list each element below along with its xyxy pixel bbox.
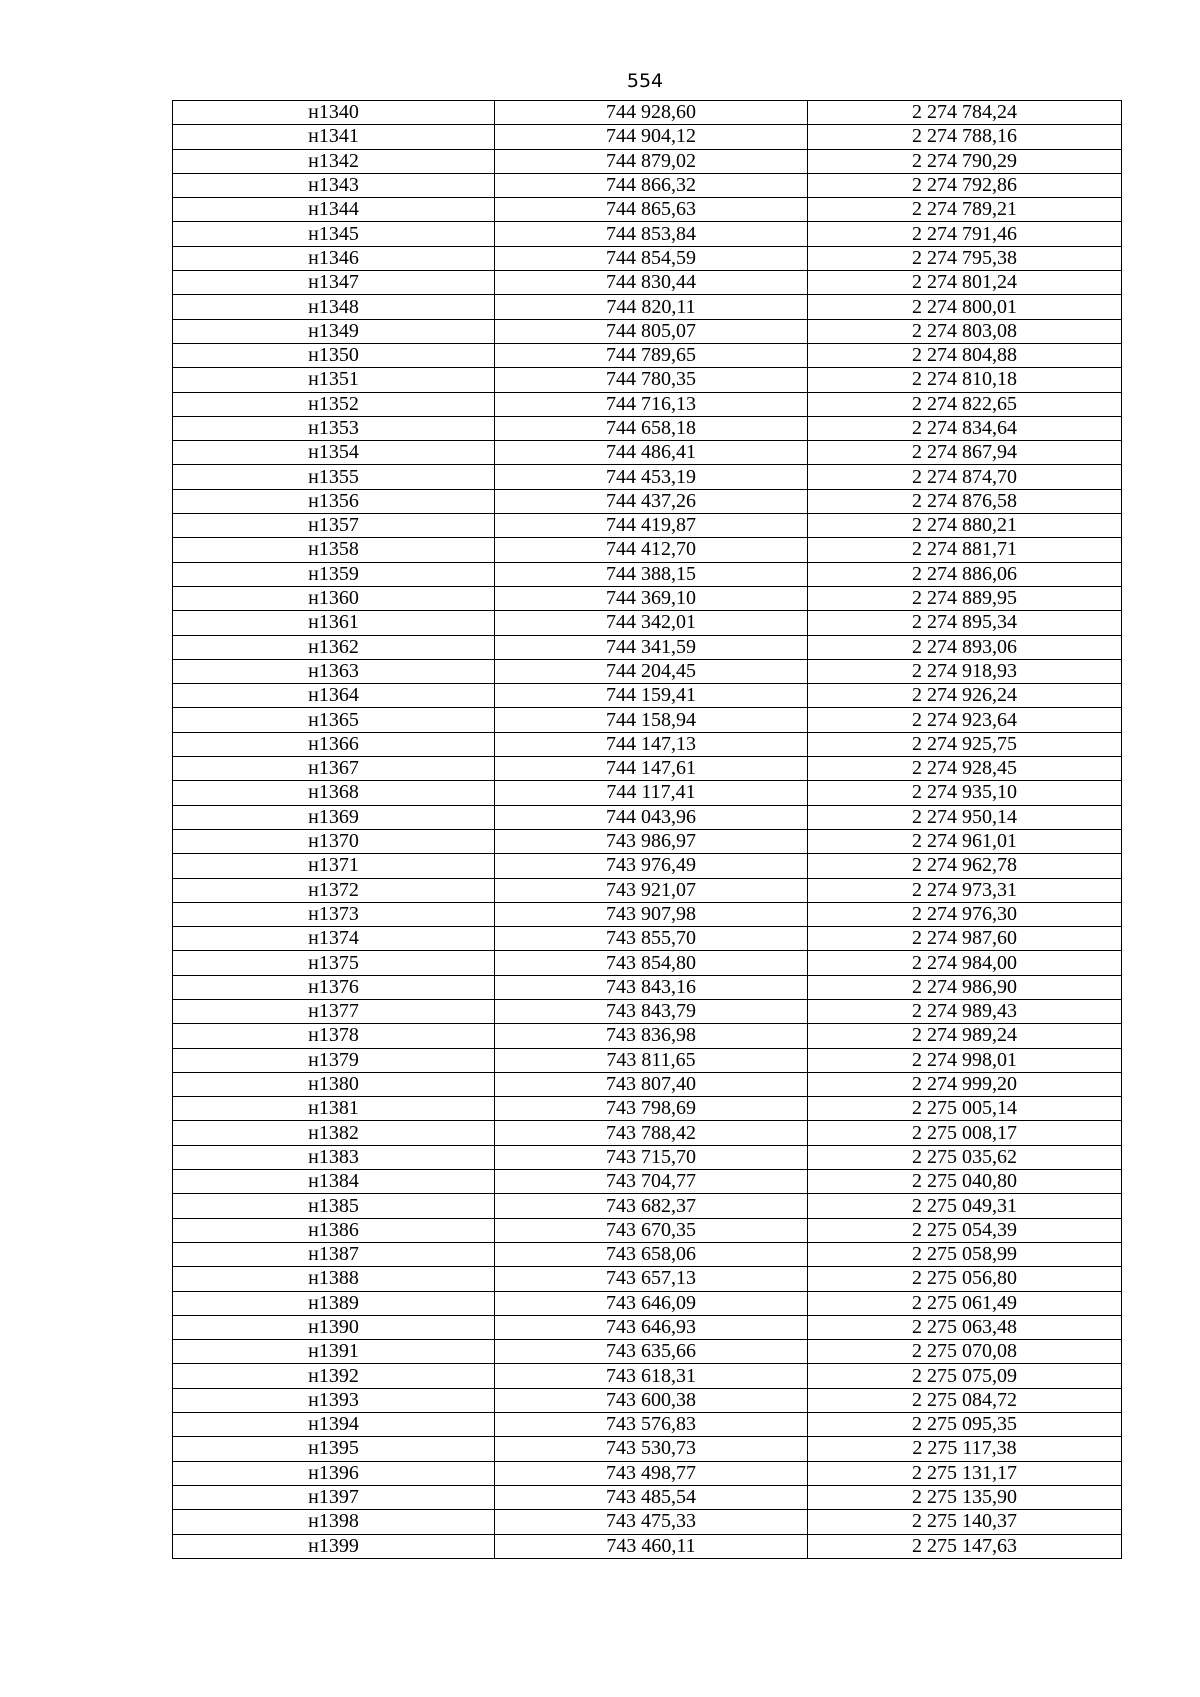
y-coordinate-cell: 2 274 791,46 xyxy=(808,222,1122,246)
table-row xyxy=(173,1437,1122,1461)
x-coordinate-cell: 744 854,59 xyxy=(495,246,808,270)
x-coordinate-cell: 743 921,07 xyxy=(495,878,808,902)
table-row xyxy=(173,902,1122,926)
point-id-cell: н1354 xyxy=(173,441,495,465)
y-coordinate-cell: 2 275 084,72 xyxy=(808,1388,1122,1412)
x-coordinate-cell: 744 879,02 xyxy=(495,149,808,173)
table-row xyxy=(173,684,1122,708)
point-id-cell: н1386 xyxy=(173,1218,495,1242)
y-coordinate-cell: 2 274 803,08 xyxy=(808,319,1122,343)
table-row xyxy=(173,319,1122,343)
table-row xyxy=(173,659,1122,683)
y-coordinate-cell: 2 274 895,34 xyxy=(808,611,1122,635)
point-id-cell: н1382 xyxy=(173,1121,495,1145)
table-row xyxy=(173,1072,1122,1096)
table-row xyxy=(173,271,1122,295)
table-row xyxy=(173,1534,1122,1558)
point-id-cell: н1352 xyxy=(173,392,495,416)
y-coordinate-cell: 2 274 923,64 xyxy=(808,708,1122,732)
coordinates-table-body xyxy=(173,101,1122,1559)
point-id-cell: н1379 xyxy=(173,1048,495,1072)
x-coordinate-cell: 744 453,19 xyxy=(495,465,808,489)
x-coordinate-cell: 744 412,70 xyxy=(495,538,808,562)
point-id-cell: н1346 xyxy=(173,246,495,270)
point-id-cell: н1343 xyxy=(173,173,495,197)
x-coordinate-cell: 743 618,31 xyxy=(495,1364,808,1388)
y-coordinate-cell: 2 274 999,20 xyxy=(808,1072,1122,1096)
point-id-cell: н1373 xyxy=(173,902,495,926)
y-coordinate-cell: 2 274 801,24 xyxy=(808,271,1122,295)
y-coordinate-cell: 2 274 886,06 xyxy=(808,562,1122,586)
table-row xyxy=(173,1024,1122,1048)
y-coordinate-cell: 2 274 950,14 xyxy=(808,805,1122,829)
point-id-cell: н1397 xyxy=(173,1485,495,1509)
y-coordinate-cell: 2 274 880,21 xyxy=(808,514,1122,538)
x-coordinate-cell: 744 789,65 xyxy=(495,343,808,367)
y-coordinate-cell: 2 274 810,18 xyxy=(808,368,1122,392)
point-id-cell: н1388 xyxy=(173,1267,495,1291)
table-row xyxy=(173,1461,1122,1485)
point-id-cell: н1363 xyxy=(173,659,495,683)
point-id-cell: н1372 xyxy=(173,878,495,902)
x-coordinate-cell: 743 855,70 xyxy=(495,927,808,951)
point-id-cell: н1376 xyxy=(173,975,495,999)
y-coordinate-cell: 2 275 140,37 xyxy=(808,1510,1122,1534)
point-id-cell: н1377 xyxy=(173,999,495,1023)
point-id-cell: н1357 xyxy=(173,514,495,538)
point-id-cell: н1353 xyxy=(173,416,495,440)
y-coordinate-cell: 2 274 926,24 xyxy=(808,684,1122,708)
x-coordinate-cell: 744 805,07 xyxy=(495,319,808,343)
y-coordinate-cell: 2 275 058,99 xyxy=(808,1242,1122,1266)
point-id-cell: н1392 xyxy=(173,1364,495,1388)
y-coordinate-cell: 2 274 804,88 xyxy=(808,343,1122,367)
point-id-cell: н1381 xyxy=(173,1097,495,1121)
table-row xyxy=(173,416,1122,440)
y-coordinate-cell: 2 274 893,06 xyxy=(808,635,1122,659)
table-row xyxy=(173,392,1122,416)
x-coordinate-cell: 744 147,13 xyxy=(495,732,808,756)
table-row xyxy=(173,1097,1122,1121)
table-row xyxy=(173,1218,1122,1242)
point-id-cell: н1370 xyxy=(173,829,495,853)
y-coordinate-cell: 2 274 788,16 xyxy=(808,125,1122,149)
y-coordinate-cell: 2 274 925,75 xyxy=(808,732,1122,756)
table-row xyxy=(173,1510,1122,1534)
x-coordinate-cell: 744 853,84 xyxy=(495,222,808,246)
x-coordinate-cell: 744 117,41 xyxy=(495,781,808,805)
y-coordinate-cell: 2 275 056,80 xyxy=(808,1267,1122,1291)
table-row xyxy=(173,1413,1122,1437)
point-id-cell: н1374 xyxy=(173,927,495,951)
table-row xyxy=(173,173,1122,197)
x-coordinate-cell: 744 147,61 xyxy=(495,757,808,781)
y-coordinate-cell: 2 275 095,35 xyxy=(808,1413,1122,1437)
y-coordinate-cell: 2 274 986,90 xyxy=(808,975,1122,999)
table-row xyxy=(173,1267,1122,1291)
y-coordinate-cell: 2 275 117,38 xyxy=(808,1437,1122,1461)
table-row xyxy=(173,757,1122,781)
table-row xyxy=(173,1242,1122,1266)
x-coordinate-cell: 744 341,59 xyxy=(495,635,808,659)
x-coordinate-cell: 743 460,11 xyxy=(495,1534,808,1558)
point-id-cell: н1360 xyxy=(173,586,495,610)
point-id-cell: н1342 xyxy=(173,149,495,173)
table-row xyxy=(173,732,1122,756)
y-coordinate-cell: 2 274 989,43 xyxy=(808,999,1122,1023)
y-coordinate-cell: 2 274 784,24 xyxy=(808,101,1122,125)
x-coordinate-cell: 743 600,38 xyxy=(495,1388,808,1412)
point-id-cell: н1384 xyxy=(173,1170,495,1194)
table-row xyxy=(173,1194,1122,1218)
x-coordinate-cell: 743 788,42 xyxy=(495,1121,808,1145)
table-row xyxy=(173,999,1122,1023)
point-id-cell: н1399 xyxy=(173,1534,495,1558)
y-coordinate-cell: 2 275 147,63 xyxy=(808,1534,1122,1558)
x-coordinate-cell: 743 646,93 xyxy=(495,1315,808,1339)
table-row xyxy=(173,781,1122,805)
table-row xyxy=(173,586,1122,610)
y-coordinate-cell: 2 274 867,94 xyxy=(808,441,1122,465)
page-number: 554 xyxy=(626,70,664,92)
x-coordinate-cell: 744 486,41 xyxy=(495,441,808,465)
x-coordinate-cell: 743 635,66 xyxy=(495,1340,808,1364)
point-id-cell: н1396 xyxy=(173,1461,495,1485)
point-id-cell: н1351 xyxy=(173,368,495,392)
y-coordinate-cell: 2 275 135,90 xyxy=(808,1485,1122,1509)
table-row xyxy=(173,538,1122,562)
table-row xyxy=(173,222,1122,246)
point-id-cell: н1383 xyxy=(173,1145,495,1169)
point-id-cell: н1347 xyxy=(173,271,495,295)
y-coordinate-cell: 2 274 998,01 xyxy=(808,1048,1122,1072)
x-coordinate-cell: 744 043,96 xyxy=(495,805,808,829)
x-coordinate-cell: 744 904,12 xyxy=(495,125,808,149)
table-row xyxy=(173,927,1122,951)
y-coordinate-cell: 2 275 005,14 xyxy=(808,1097,1122,1121)
x-coordinate-cell: 743 807,40 xyxy=(495,1072,808,1096)
x-coordinate-cell: 744 342,01 xyxy=(495,611,808,635)
point-id-cell: н1349 xyxy=(173,319,495,343)
point-id-cell: н1371 xyxy=(173,854,495,878)
point-id-cell: н1394 xyxy=(173,1413,495,1437)
table-row xyxy=(173,149,1122,173)
point-id-cell: н1361 xyxy=(173,611,495,635)
x-coordinate-cell: 744 865,63 xyxy=(495,198,808,222)
table-row xyxy=(173,1048,1122,1072)
point-id-cell: н1367 xyxy=(173,757,495,781)
table-row xyxy=(173,1291,1122,1315)
point-id-cell: н1398 xyxy=(173,1510,495,1534)
x-coordinate-cell: 744 159,41 xyxy=(495,684,808,708)
point-id-cell: н1340 xyxy=(173,101,495,125)
table-row xyxy=(173,1121,1122,1145)
y-coordinate-cell: 2 274 973,31 xyxy=(808,878,1122,902)
x-coordinate-cell: 743 530,73 xyxy=(495,1437,808,1461)
x-coordinate-cell: 743 976,49 xyxy=(495,854,808,878)
x-coordinate-cell: 743 986,97 xyxy=(495,829,808,853)
point-id-cell: н1375 xyxy=(173,951,495,975)
table-row xyxy=(173,805,1122,829)
x-coordinate-cell: 744 437,26 xyxy=(495,489,808,513)
x-coordinate-cell: 743 811,65 xyxy=(495,1048,808,1072)
table-row xyxy=(173,198,1122,222)
x-coordinate-cell: 743 670,35 xyxy=(495,1218,808,1242)
point-id-cell: н1391 xyxy=(173,1340,495,1364)
point-id-cell: н1362 xyxy=(173,635,495,659)
y-coordinate-cell: 2 274 928,45 xyxy=(808,757,1122,781)
table-row xyxy=(173,125,1122,149)
y-coordinate-cell: 2 274 989,24 xyxy=(808,1024,1122,1048)
table-row xyxy=(173,878,1122,902)
point-id-cell: н1359 xyxy=(173,562,495,586)
x-coordinate-cell: 743 854,80 xyxy=(495,951,808,975)
table-row xyxy=(173,951,1122,975)
table-row xyxy=(173,368,1122,392)
table-row xyxy=(173,562,1122,586)
y-coordinate-cell: 2 274 961,01 xyxy=(808,829,1122,853)
point-id-cell: н1364 xyxy=(173,684,495,708)
y-coordinate-cell: 2 274 800,01 xyxy=(808,295,1122,319)
table-row xyxy=(173,295,1122,319)
point-id-cell: н1369 xyxy=(173,805,495,829)
point-id-cell: н1341 xyxy=(173,125,495,149)
x-coordinate-cell: 744 158,94 xyxy=(495,708,808,732)
x-coordinate-cell: 743 798,69 xyxy=(495,1097,808,1121)
x-coordinate-cell: 743 715,70 xyxy=(495,1145,808,1169)
x-coordinate-cell: 743 907,98 xyxy=(495,902,808,926)
x-coordinate-cell: 744 820,11 xyxy=(495,295,808,319)
x-coordinate-cell: 744 830,44 xyxy=(495,271,808,295)
point-id-cell: н1366 xyxy=(173,732,495,756)
point-id-cell: н1365 xyxy=(173,708,495,732)
y-coordinate-cell: 2 274 795,38 xyxy=(808,246,1122,270)
table-row xyxy=(173,441,1122,465)
table-row xyxy=(173,635,1122,659)
x-coordinate-cell: 744 866,32 xyxy=(495,173,808,197)
x-coordinate-cell: 744 716,13 xyxy=(495,392,808,416)
y-coordinate-cell: 2 275 008,17 xyxy=(808,1121,1122,1145)
point-id-cell: н1389 xyxy=(173,1291,495,1315)
x-coordinate-cell: 744 388,15 xyxy=(495,562,808,586)
coordinates-table xyxy=(172,100,1122,1559)
x-coordinate-cell: 744 658,18 xyxy=(495,416,808,440)
table-row xyxy=(173,1340,1122,1364)
x-coordinate-cell: 743 475,33 xyxy=(495,1510,808,1534)
table-row xyxy=(173,246,1122,270)
point-id-cell: н1345 xyxy=(173,222,495,246)
y-coordinate-cell: 2 274 984,00 xyxy=(808,951,1122,975)
point-id-cell: н1358 xyxy=(173,538,495,562)
point-id-cell: н1385 xyxy=(173,1194,495,1218)
table-row xyxy=(173,611,1122,635)
x-coordinate-cell: 744 780,35 xyxy=(495,368,808,392)
y-coordinate-cell: 2 274 976,30 xyxy=(808,902,1122,926)
y-coordinate-cell: 2 274 987,60 xyxy=(808,927,1122,951)
y-coordinate-cell: 2 275 061,49 xyxy=(808,1291,1122,1315)
x-coordinate-cell: 743 836,98 xyxy=(495,1024,808,1048)
table-row xyxy=(173,1388,1122,1412)
table-row xyxy=(173,1170,1122,1194)
y-coordinate-cell: 2 275 049,31 xyxy=(808,1194,1122,1218)
table-row xyxy=(173,829,1122,853)
x-coordinate-cell: 743 843,79 xyxy=(495,999,808,1023)
y-coordinate-cell: 2 275 054,39 xyxy=(808,1218,1122,1242)
y-coordinate-cell: 2 274 918,93 xyxy=(808,659,1122,683)
table-row xyxy=(173,1485,1122,1509)
y-coordinate-cell: 2 275 075,09 xyxy=(808,1364,1122,1388)
point-id-cell: н1393 xyxy=(173,1388,495,1412)
y-coordinate-cell: 2 275 035,62 xyxy=(808,1145,1122,1169)
x-coordinate-cell: 743 485,54 xyxy=(495,1485,808,1509)
x-coordinate-cell: 744 204,45 xyxy=(495,659,808,683)
point-id-cell: н1368 xyxy=(173,781,495,805)
point-id-cell: н1380 xyxy=(173,1072,495,1096)
point-id-cell: н1344 xyxy=(173,198,495,222)
x-coordinate-cell: 743 646,09 xyxy=(495,1291,808,1315)
y-coordinate-cell: 2 274 874,70 xyxy=(808,465,1122,489)
y-coordinate-cell: 2 274 789,21 xyxy=(808,198,1122,222)
table-row xyxy=(173,1145,1122,1169)
point-id-cell: н1378 xyxy=(173,1024,495,1048)
x-coordinate-cell: 743 657,13 xyxy=(495,1267,808,1291)
y-coordinate-cell: 2 274 889,95 xyxy=(808,586,1122,610)
y-coordinate-cell: 2 275 131,17 xyxy=(808,1461,1122,1485)
y-coordinate-cell: 2 275 063,48 xyxy=(808,1315,1122,1339)
table-row xyxy=(173,854,1122,878)
x-coordinate-cell: 743 658,06 xyxy=(495,1242,808,1266)
point-id-cell: н1390 xyxy=(173,1315,495,1339)
table-row xyxy=(173,1315,1122,1339)
table-row xyxy=(173,343,1122,367)
y-coordinate-cell: 2 274 792,86 xyxy=(808,173,1122,197)
y-coordinate-cell: 2 275 040,80 xyxy=(808,1170,1122,1194)
y-coordinate-cell: 2 274 822,65 xyxy=(808,392,1122,416)
x-coordinate-cell: 743 704,77 xyxy=(495,1170,808,1194)
x-coordinate-cell: 744 369,10 xyxy=(495,586,808,610)
table-row xyxy=(173,1364,1122,1388)
y-coordinate-cell: 2 274 881,71 xyxy=(808,538,1122,562)
table-row xyxy=(173,101,1122,125)
table-row xyxy=(173,514,1122,538)
y-coordinate-cell: 2 274 876,58 xyxy=(808,489,1122,513)
x-coordinate-cell: 743 498,77 xyxy=(495,1461,808,1485)
y-coordinate-cell: 2 274 962,78 xyxy=(808,854,1122,878)
y-coordinate-cell: 2 275 070,08 xyxy=(808,1340,1122,1364)
table-row xyxy=(173,465,1122,489)
x-coordinate-cell: 743 682,37 xyxy=(495,1194,808,1218)
x-coordinate-cell: 743 843,16 xyxy=(495,975,808,999)
y-coordinate-cell: 2 274 834,64 xyxy=(808,416,1122,440)
point-id-cell: н1348 xyxy=(173,295,495,319)
point-id-cell: н1387 xyxy=(173,1242,495,1266)
y-coordinate-cell: 2 274 790,29 xyxy=(808,149,1122,173)
y-coordinate-cell: 2 274 935,10 xyxy=(808,781,1122,805)
x-coordinate-cell: 743 576,83 xyxy=(495,1413,808,1437)
table-row xyxy=(173,975,1122,999)
x-coordinate-cell: 744 419,87 xyxy=(495,514,808,538)
point-id-cell: н1355 xyxy=(173,465,495,489)
point-id-cell: н1356 xyxy=(173,489,495,513)
table-row xyxy=(173,708,1122,732)
point-id-cell: н1395 xyxy=(173,1437,495,1461)
table-row xyxy=(173,489,1122,513)
point-id-cell: н1350 xyxy=(173,343,495,367)
x-coordinate-cell: 744 928,60 xyxy=(495,101,808,125)
